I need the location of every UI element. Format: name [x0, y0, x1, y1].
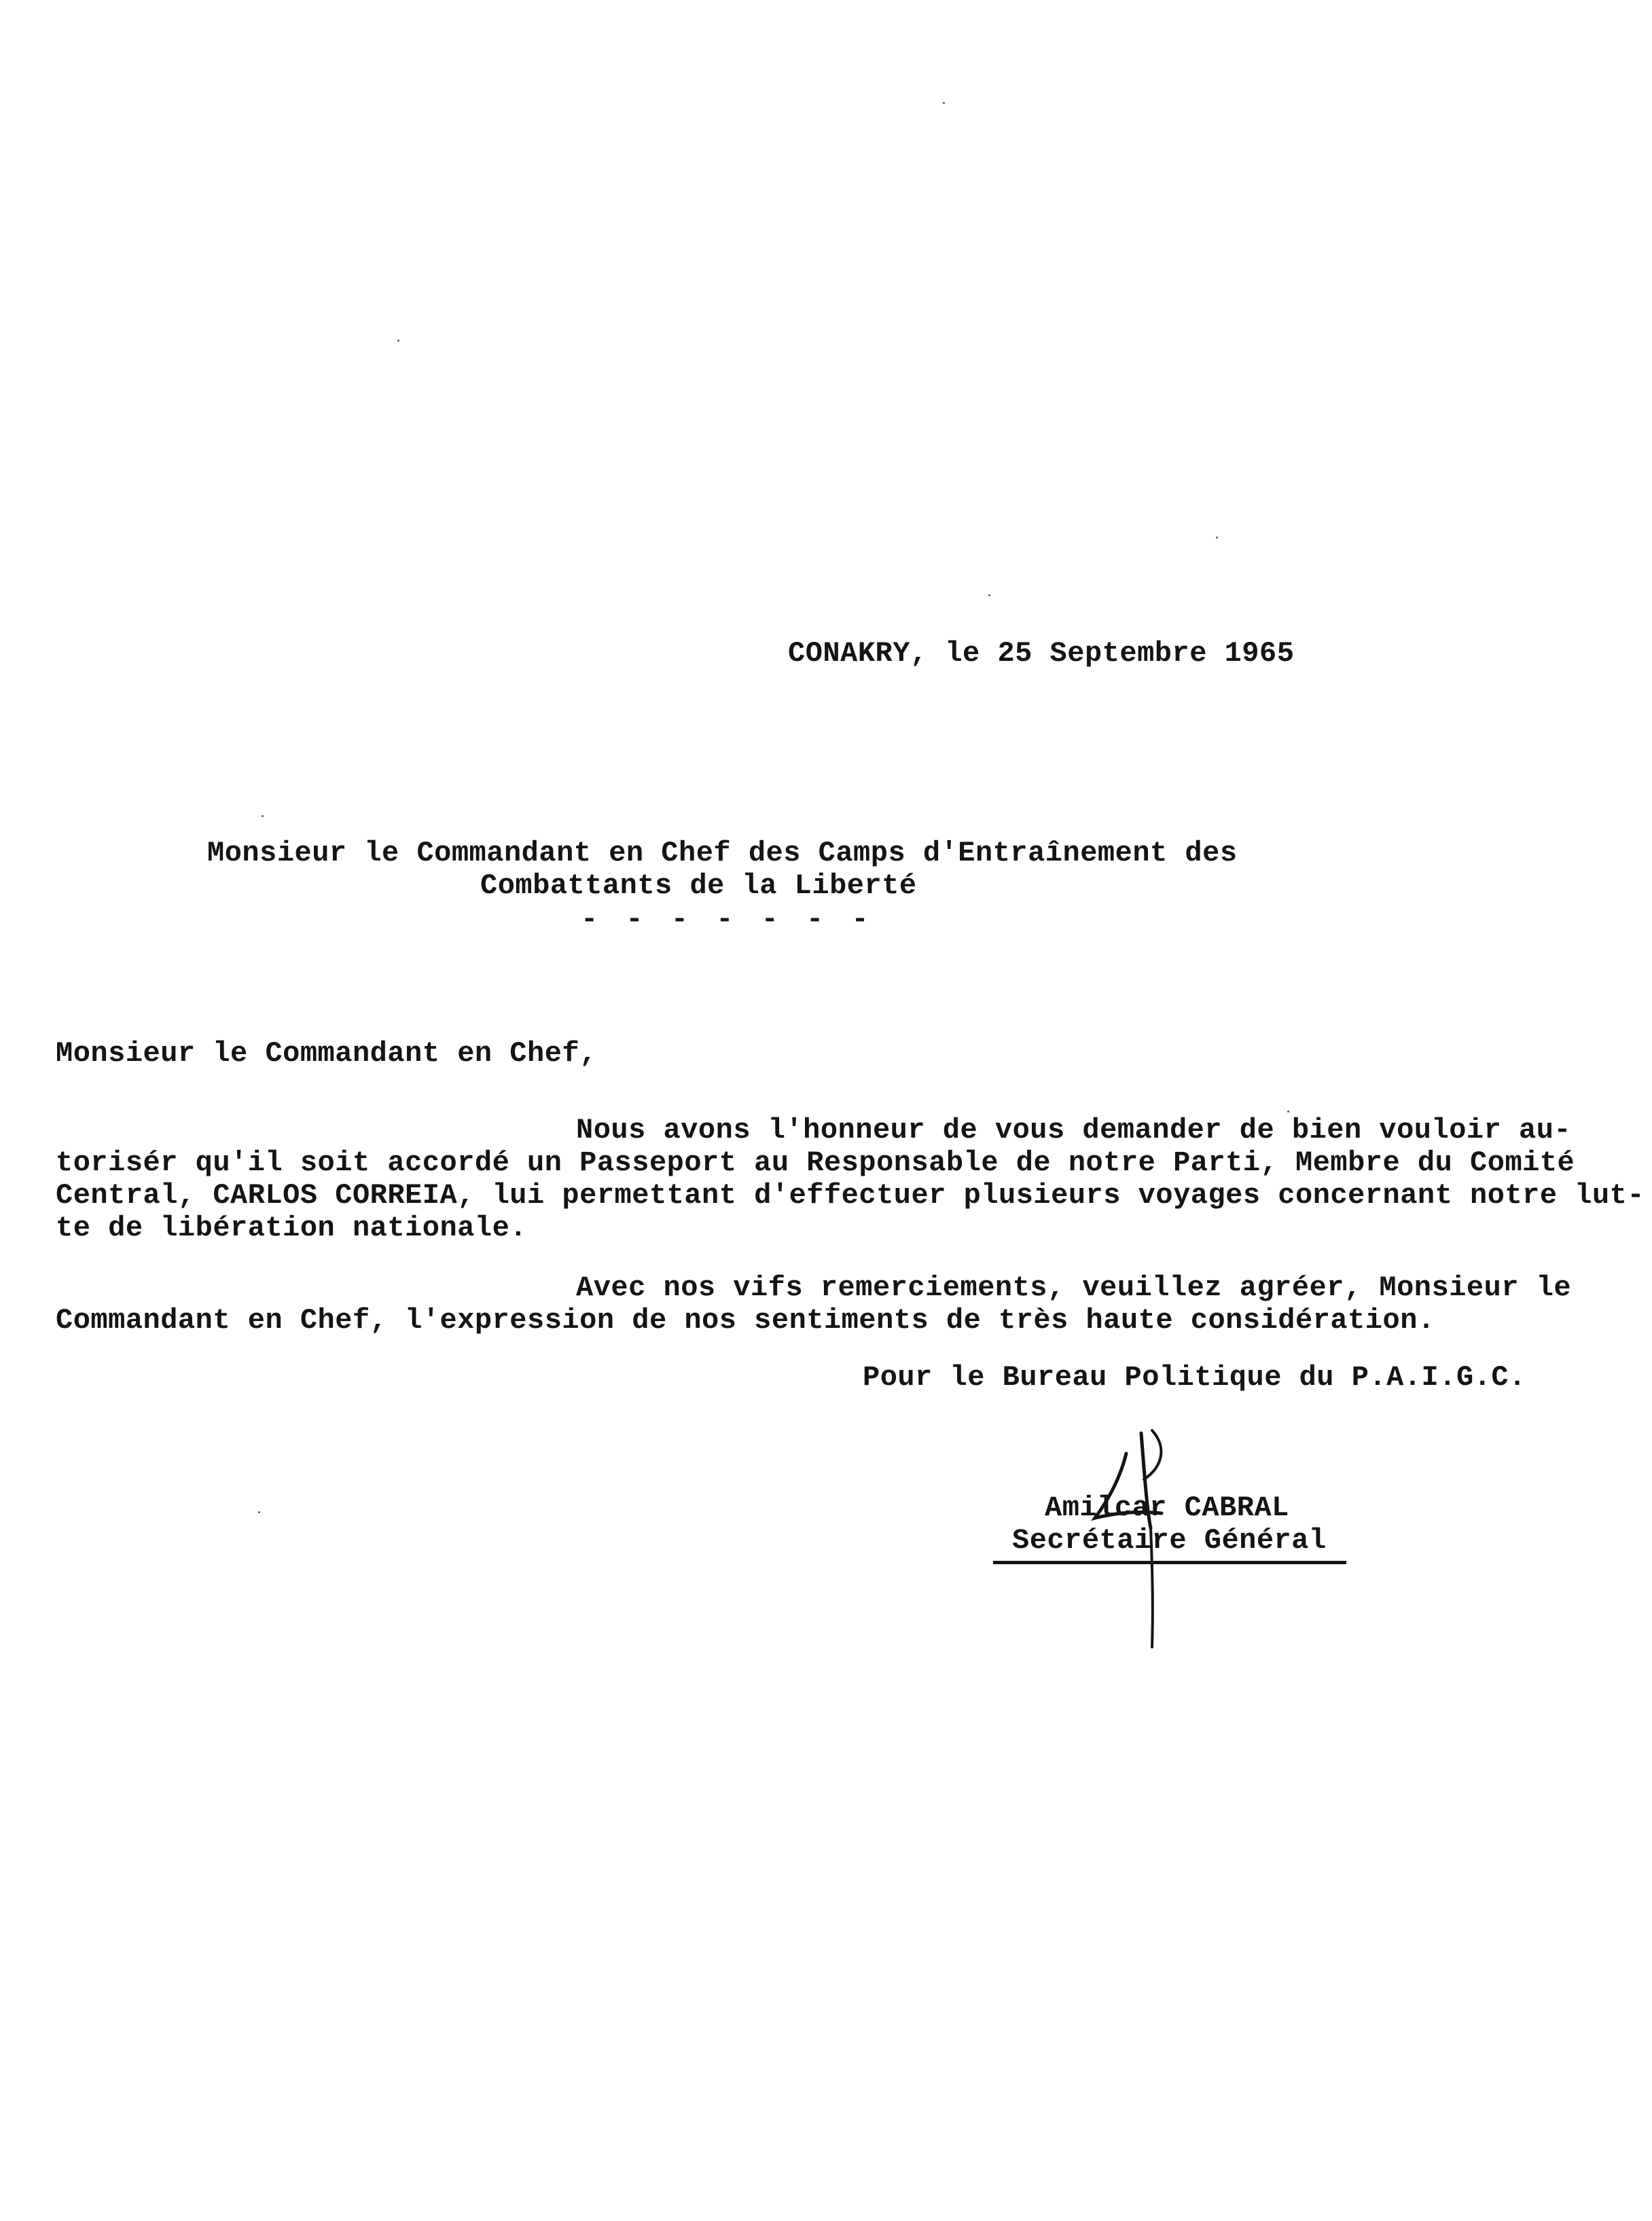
addressee-separator: - - - - - - -	[581, 903, 874, 936]
paper-speck	[1287, 1110, 1289, 1113]
paper-speck	[258, 1511, 260, 1513]
paper-speck	[1216, 537, 1218, 539]
paragraph-2-line-1: Avec nos vifs remerciements, veuillez agréer, Monsieur le	[576, 1271, 1572, 1304]
paragraph-1-line-4: te de libération nationale.	[56, 1212, 528, 1244]
paper-speck	[988, 594, 990, 596]
paragraph-1-line-1: Nous avons l'honneur de vous demander de bien vouloir au-	[576, 1114, 1572, 1146]
addressee-line-1: Monsieur le Commandant en Chef des Camps d'Entraînement des	[207, 837, 1238, 869]
paragraph-1-line-3: Central, CARLOS CORREIA, lui permettant d'effectuer plusieurs voyages concernant notre lut-	[56, 1179, 1645, 1212]
paper-speck	[943, 102, 945, 104]
salutation: Monsieur le Commandant en Chef,	[56, 1037, 597, 1070]
signatory-name: Amilcar CABRAL	[1045, 1492, 1289, 1524]
paragraph-1-line-2: torisér qu'il soit accordé un Passeport au Responsable de notre Parti, Membre du Comité	[56, 1146, 1575, 1179]
addressee-line-2: Combattants de la Liberté	[480, 869, 917, 902]
paragraph-2-line-2: Commandant en Chef, l'expression de nos sentiments de très haute considération.	[56, 1304, 1435, 1337]
closing-line: Pour le Bureau Politique du P.A.I.G.C.	[863, 1361, 1526, 1394]
date-line: CONAKRY, le 25 Septembre 1965	[788, 637, 1295, 670]
paper-speck	[262, 815, 264, 817]
signature-underline	[993, 1561, 1346, 1564]
signatory-title: Secrétaire Général	[1012, 1524, 1327, 1557]
paper-speck	[397, 340, 399, 342]
